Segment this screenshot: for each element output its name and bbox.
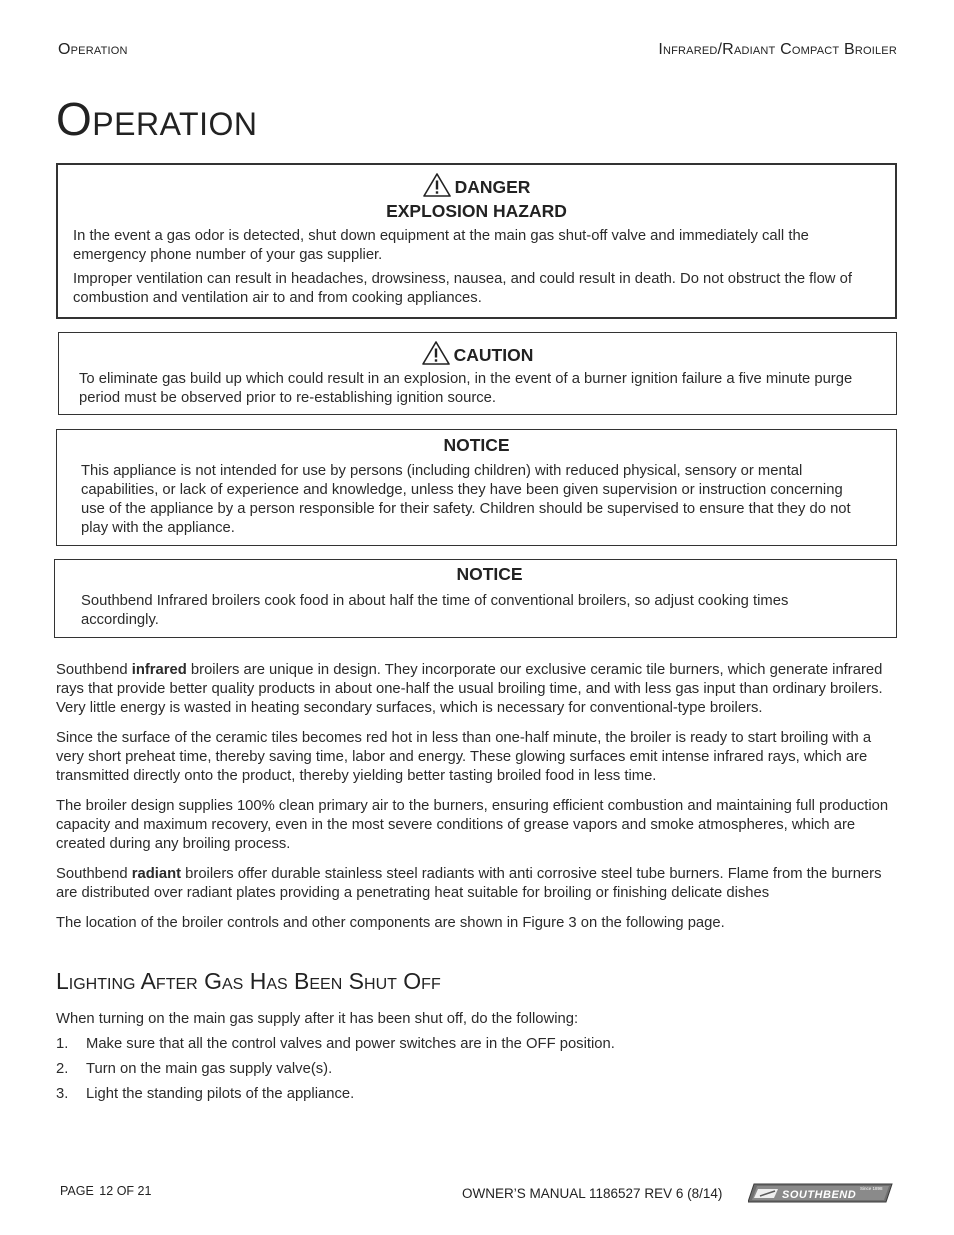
paragraph-controls-location: The location of the broiler controls and other components are shown in Figure 3 on the following page. [56, 915, 725, 931]
danger-heading [58, 173, 895, 198]
caution-text: To eliminate gas build up which could result in an explosion, in the event of a burner ignition failure a five minute purge period must be observed prior to re-establishing ignition source. [79, 371, 853, 406]
list-item [56, 1060, 615, 1079]
notice-heading: NOTICE [456, 564, 523, 584]
list-item [56, 1085, 615, 1104]
body-text [56, 661, 896, 944]
notice-box [54, 559, 897, 638]
notice-text: This appliance is not intended for use by persons (including children) with reduced physical, sensory or mental capabilities, or lack of experience and knowledge, unless they have been given supervision or instruction concerning use of the appliance by a person responsible for their safety. Children should be supervised to ensure that they do not play with the appliance. [81, 463, 851, 536]
southbend-logo-icon [748, 1182, 894, 1204]
notice-box [56, 429, 897, 546]
step-text: Light the standing pilots of the appliance. [86, 1086, 355, 1102]
step-number: 1. [56, 1036, 69, 1052]
notice-text: Southbend Infrared broilers cook food in about half the time of conventional broilers, so adjust cooking times accordingly. [81, 593, 789, 628]
southbend-logo [748, 1182, 894, 1209]
step-text: Turn on the main gas supply valve(s). [86, 1061, 333, 1077]
manual-reference: OWNER’S MANUAL 1186527 REV 6 (8/14) [462, 1186, 723, 1201]
warning-triangle-icon [422, 341, 450, 365]
list-item [56, 1035, 615, 1054]
running-header-right: Infrared/Radiant Compact Broiler [658, 41, 897, 58]
lighting-steps [56, 1010, 615, 1110]
running-header-left: Operation [58, 41, 128, 58]
section-heading: Lighting After Gas Has Been Shut Off [56, 968, 441, 994]
danger-paragraph: In the event a gas odor is detected, shut down equipment at the main gas shut-off valve and immediately call the emergency phone number of your gas supplier. [73, 228, 809, 263]
page-number: PAGE 12 OF 21 [60, 1184, 152, 1198]
caution-label: CAUTION [453, 345, 534, 365]
danger-subtitle: EXPLOSION HAZARD [386, 201, 567, 221]
danger-box [56, 163, 897, 319]
page-title: Operation [56, 93, 258, 145]
paragraph-radiant: Southbend radiant broilers offer durable stainless steel radiants with anti corrosive steel tube burners. Flame from the burners are distributed over radiant plates providing a penetrating heat suitable for broiling or finishing delicate dishes [56, 866, 882, 901]
notice-heading: NOTICE [443, 435, 510, 455]
paragraph-infrared: Southbend infrared broilers are unique in design. They incorporate our exclusive ceramic tile burners, which generate infrared rays that provide better quality products in about one-half the usual broiling time, and with less gas input than ordinary broilers. Very little energy is wasted in heating secondary surfaces, which is necessary for conventional-type broilers. [56, 662, 883, 716]
step-text: Make sure that all the control valves and power switches are in the OFF position. [86, 1036, 615, 1052]
step-number: 2. [56, 1061, 69, 1077]
caution-heading [59, 341, 896, 366]
step-number: 3. [56, 1086, 69, 1102]
steps-intro: When turning on the main gas supply after it has been shut off, do the following: [56, 1011, 579, 1027]
paragraph-air-supply: The broiler design supplies 100% clean primary air to the burners, ensuring efficient combustion and maintaining full production capacity and maximum recovery, even in the most severe conditions of grease vapors and smoke atmospheres, which are created during any broiling process. [56, 798, 889, 852]
caution-box [58, 332, 897, 415]
svg-text:SOUTHBEND: SOUTHBEND [782, 1189, 857, 1201]
warning-triangle-icon [423, 173, 451, 197]
danger-label: DANGER [454, 177, 531, 197]
danger-paragraph: Improper ventilation can result in headaches, drowsiness, nausea, and could result in death. Do not obstruct the flow of combustion and ventilation air to and from cooking appliances. [73, 271, 852, 306]
svg-text:Since 1898: Since 1898 [860, 1186, 883, 1191]
danger-text [73, 227, 879, 308]
paragraph-ceramic-tiles: Since the surface of the ceramic tiles becomes red hot in less than one-half minute, the broiler is ready to start broiling with a very short preheat time, thereby saving time, labor and energy. These glowing surfaces emit intense infrared rays, which are transmitted directly onto the product, thereby yielding better tasting broiled food in less time. [56, 730, 872, 784]
